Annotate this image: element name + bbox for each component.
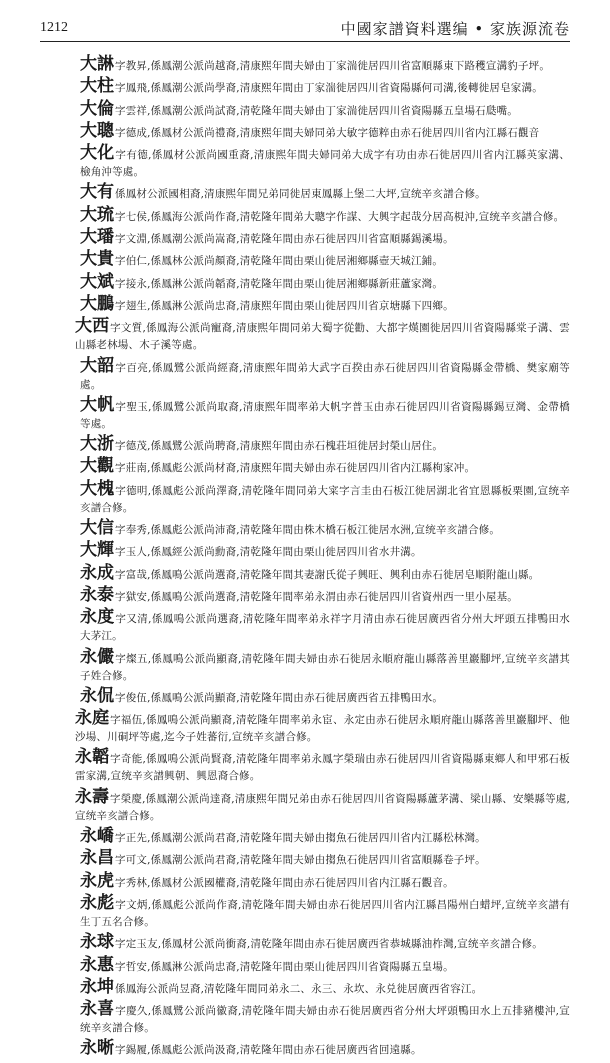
entry-text: 字奉秀,係鳳彪公派尚沛裔,清乾隆年間由株木橋石板江徙居水洲,宣统辛亥譜合修。 bbox=[115, 524, 501, 537]
entry-text: 係鳳材公派國相裔,清康熙年間兄弟同徙居東鳳縣上堡二大坪,宣统辛亥譜合修。 bbox=[115, 188, 486, 201]
genealogy-entry bbox=[80, 478, 571, 517]
genealogy-entry bbox=[80, 976, 570, 998]
person-name: 永彪 bbox=[80, 892, 115, 913]
person-name: 大槐 bbox=[80, 478, 115, 499]
genealogy-entry bbox=[80, 542, 570, 561]
genealogy-entry bbox=[80, 1001, 570, 1037]
person-name: 永晰 bbox=[80, 1038, 114, 1059]
genealogy-entry bbox=[80, 251, 570, 270]
entry-text: 字鳳飛,係鳳潮公派尚學裔,清康熙年間由丁家湍徙居四川省資陽縣何司溝,後轉徙居皂家溝。 bbox=[115, 82, 543, 95]
genealogy-entry bbox=[80, 145, 570, 181]
entry-text: 字富哉,係鳳鳴公派尚選裔,清乾隆年間其妻謝氏從子興旺、興利由赤石徙居皂順附龍山縣。 bbox=[115, 568, 540, 581]
entry-text: 字定玉友,係鳳材公派尚衝裔,清乾隆年間由赤石徙居廣西省恭城縣油柞灣,宣统辛亥譜合修。 bbox=[115, 938, 543, 951]
genealogy-entry bbox=[80, 355, 570, 394]
genealogy-entry bbox=[75, 318, 570, 354]
entry-text: 字莊南,係鳳彪公派尚材裔,清康熙年間夫婦由赤石徙居四川省内江縣枸家冲。 bbox=[115, 462, 476, 475]
person-name: 大化 bbox=[80, 143, 115, 164]
person-name: 大韶 bbox=[80, 355, 115, 376]
person-name: 永儼 bbox=[80, 646, 115, 667]
person-name: 大浙 bbox=[80, 434, 114, 455]
person-name: 永喜 bbox=[80, 999, 115, 1020]
person-name: 永度 bbox=[80, 607, 115, 628]
entry-text: 字接永,係鳳淋公派尚韜裔,清乾隆年間由栗山徙居湘鄉縣新莊蘆家灣。 bbox=[115, 277, 444, 290]
person-name: 永成 bbox=[80, 562, 114, 583]
entry-text: 字百亮,係鳳鷺公派尚經裔,清康熙年間弟大武字百揆由赤石徙居四川省資陽縣金帶橋、樊家廟等處。 bbox=[80, 361, 570, 391]
genealogy-entry bbox=[80, 870, 570, 892]
person-name: 大鵬 bbox=[80, 293, 114, 314]
entry-text: 字秀林,係鳳材公派國權裔,清乾隆年間由赤石徙居四川省内江縣石觀音。 bbox=[115, 876, 454, 889]
entry-text: 字又清,係鳳鳴公派尚選裔,清乾隆年間率弟永祥字月清由赤石徙居廣西省分州大坪頭五排鴨田水大茅江。 bbox=[80, 613, 570, 643]
person-name: 大斌 bbox=[80, 271, 114, 292]
person-name: 永庭 bbox=[75, 708, 110, 729]
person-name: 永韜 bbox=[75, 747, 110, 768]
genealogy-entry bbox=[80, 609, 570, 645]
entry-text: 字雲祥,係鳳潮公派尚試裔,清乾隆年間夫婦由丁家湍徙居四川省資陽縣五皇場石瓞嘴。 bbox=[115, 104, 518, 117]
person-name: 大聰 bbox=[80, 120, 114, 141]
entry-text: 字玉人,係鳳經公派尚勳裔,清乾隆年間由栗山徙居四川省水井溝。 bbox=[115, 546, 422, 559]
entry-text: 字聖玉,係鳳鷺公派尚取裔,清康熙年間率弟大帆字普玉由赤石徙居四川省資陽縣錫豆灣、金帶橋等處。 bbox=[80, 400, 570, 430]
entry-text: 字德茂,係鳳鷺公派尚聘裔,清康熙年間由赤石槐荘垣徙居封榮山居住。 bbox=[115, 440, 444, 453]
person-name: 大輝 bbox=[80, 540, 114, 561]
entry-text: 字教昇,係鳳潮公派尚越裔,清康熙年間夫婦由丁家湍徙居四川省富順縣東下路穫宣溝豹子坪。 bbox=[115, 60, 551, 72]
genealogy-entry bbox=[80, 78, 570, 97]
entry-text: 字福伍,係鳳鳴公派尚顯裔,清乾隆年間率弟永宦、永定由赤石徙居永順府龍山縣落善里巖腳坪、他沙場、川硐坪等處,迄今子姓蕃衍,宣统辛亥譜合修。 bbox=[75, 714, 570, 744]
genealogy-entry bbox=[80, 56, 570, 75]
person-name: 大諃 bbox=[80, 54, 114, 74]
genealogy-entry bbox=[80, 229, 570, 248]
person-name: 大琉 bbox=[80, 204, 114, 225]
genealogy-entry bbox=[80, 828, 570, 847]
genealogy-entry bbox=[80, 1040, 570, 1059]
entry-text: 字獄安,係鳳鳴公派尚選裔,清乾隆年間率弟永渭由赤石徙居四川省資州西一里小屋基。 bbox=[115, 590, 518, 603]
person-name: 永嶠 bbox=[80, 826, 114, 847]
entry-text: 字德成,係鳳材公派尚禮裔,清康熙年間夫婦同弟大敏字德粹由赤石徙居四川省内江縣石觀音 bbox=[115, 126, 540, 139]
person-name: 永坤 bbox=[80, 976, 114, 997]
entry-text: 字奇能,係鳳鳴公派尚賢裔,清乾隆年間率弟永鳳字榮瑞由赤石徙居四川省資陽縣東鄉人和甲邪石板雷家溝,宣统辛亥譜興朝、興恩裔合修。 bbox=[75, 753, 570, 783]
entry-text: 字伯仁,係鳳林公派尚顏裔,清乾隆年間由栗山徙居湘鄉縣壺天城江鋪。 bbox=[115, 255, 444, 268]
person-name: 大觀 bbox=[80, 456, 114, 477]
header-rule bbox=[40, 41, 570, 42]
book-title: 中國家譜資料選编 • 家族源流卷 bbox=[340, 20, 570, 38]
genealogy-entry bbox=[80, 120, 570, 142]
genealogy-entry bbox=[80, 685, 570, 707]
entry-text: 字文淵,係鳳潮公派尚嵩裔,清乾隆年間由赤石徙居四川省富順縣錫溪場。 bbox=[115, 233, 454, 246]
entry-text: 字哲安,係鳳淋公派尚忠裔,清乾隆年間由栗山徙居四川省資陽縣五皇場。 bbox=[115, 960, 454, 973]
entry-text: 字可文,係鳳潮公派尚君裔,清乾隆年間夫婦由搊魚石徙居四川省富順縣卷子坪。 bbox=[115, 854, 486, 867]
genealogy-entry bbox=[75, 786, 571, 825]
genealogy-entry bbox=[80, 646, 571, 685]
person-name: 大信 bbox=[80, 518, 114, 539]
entry-text: 字榮慶,係鳳潮公派尚達裔,清康熙年間兄弟由赤石徙居四川省資陽縣蘆茅溝、梁山縣、安樂縣等處,宣统辛亥譜合修。 bbox=[75, 792, 571, 822]
genealogy-entry bbox=[80, 184, 570, 203]
entry-text: 係鳳海公派尚昱裔,清乾隆年間同弟永二、永三、永坎、永兑徙居廣西省容江。 bbox=[115, 982, 483, 995]
genealogy-entry bbox=[75, 749, 570, 785]
entry-text: 字有德,係鳳材公派尚國重裔,清康熙年間夫婦同弟大成字有功由赤石徙居四川省内江縣英家溝、檢角沖等處。 bbox=[80, 149, 570, 179]
genealogy-entry bbox=[80, 850, 570, 869]
genealogy-entry bbox=[80, 98, 570, 120]
genealogy-entry bbox=[80, 271, 570, 293]
genealogy-entry bbox=[80, 954, 570, 976]
person-name: 永球 bbox=[80, 932, 114, 953]
genealogy-entry bbox=[80, 458, 570, 477]
person-name: 大柱 bbox=[80, 76, 114, 97]
genealogy-entry bbox=[80, 934, 570, 953]
genealogy-entry bbox=[75, 710, 570, 746]
genealogy-entry bbox=[80, 584, 570, 606]
entry-text: 字文質,係鳳海公派尚寵裔,清康熙年間同弟大蜀字從勸、大都字熯園徙居四川省資陽縣棠子溝、雲山縣老林場、木子溪等處。 bbox=[75, 322, 570, 352]
person-name: 大有 bbox=[80, 182, 114, 203]
entry-text: 字慶久,係鳳鷺公派尚徽裔,清乾隆年間夫婦由赤石徙居廣西省分州大坪頭鴨田水上五排豬樓沖,宣统辛亥譜合修。 bbox=[80, 1005, 571, 1035]
entry-text: 字正先,係鳳潮公派尚君裔,清乾隆年間夫婦由搊魚石徙居四川省内江縣松林灣。 bbox=[115, 832, 486, 845]
genealogy-entry bbox=[80, 436, 570, 455]
person-name: 大西 bbox=[75, 316, 110, 337]
entry-text: 字燦五,係鳳鳴公派尚顯裔,清乾隆年間夫婦由赤石徙居永順府龍山縣落善里巖腳坪,宣统辛亥譜其子姓合修。 bbox=[80, 652, 571, 682]
entry-text: 字七侯,係鳳海公派尚作裔,清乾隆年間弟大聰字作謀、大興字起哉分居高梘沖,宣统辛亥譜合修。 bbox=[115, 210, 565, 223]
person-name: 大璠 bbox=[80, 227, 114, 248]
genealogy-entries bbox=[75, 54, 571, 1063]
person-name: 永惠 bbox=[80, 954, 114, 975]
person-name: 大帆 bbox=[80, 394, 115, 415]
genealogy-entry bbox=[80, 394, 570, 433]
entry-text: 字德明,係鳳彪公派尚澤裔,清乾隆年間同弟大寀字言圭由石板江徙居湖北省宜恩縣板栗園,宣统辛亥譜合修。 bbox=[80, 484, 571, 514]
entry-text: 字錫履,係鳳彪公派尚汲裔,清乾隆年間由赤石徙居廣西省回遠縣。 bbox=[115, 1044, 422, 1057]
page-header bbox=[40, 12, 570, 42]
person-name: 大倫 bbox=[80, 98, 114, 119]
genealogy-entry bbox=[80, 562, 570, 584]
genealogy-entry bbox=[80, 293, 570, 315]
person-name: 永侃 bbox=[80, 685, 114, 706]
person-name: 永虎 bbox=[80, 870, 114, 891]
genealogy-entry bbox=[80, 892, 571, 931]
person-name: 永壽 bbox=[75, 786, 109, 807]
entry-text: 字翅生,係鳳淋公派尚忠裔,清康熙年間由栗山徙居四川省京塘縣下四鄉。 bbox=[115, 299, 454, 312]
page-number: 1212 bbox=[40, 20, 68, 35]
person-name: 大貴 bbox=[80, 249, 114, 270]
genealogy-entry bbox=[80, 204, 570, 226]
entry-text: 字俊伍,係鳳鳴公派尚顯裔,清乾隆年間由赤石徙居廣西省五排鴨田水。 bbox=[115, 691, 444, 704]
person-name: 永昌 bbox=[80, 848, 114, 869]
entry-text: 字文炳,係鳳彪公派尚作裔,清乾隆年間夫婦由赤石徙居四川省内江縣昌陽州白蜡坪,宣统辛亥譜有生丁五名合修。 bbox=[80, 898, 571, 928]
person-name: 永泰 bbox=[80, 584, 114, 605]
genealogy-entry bbox=[80, 520, 570, 539]
